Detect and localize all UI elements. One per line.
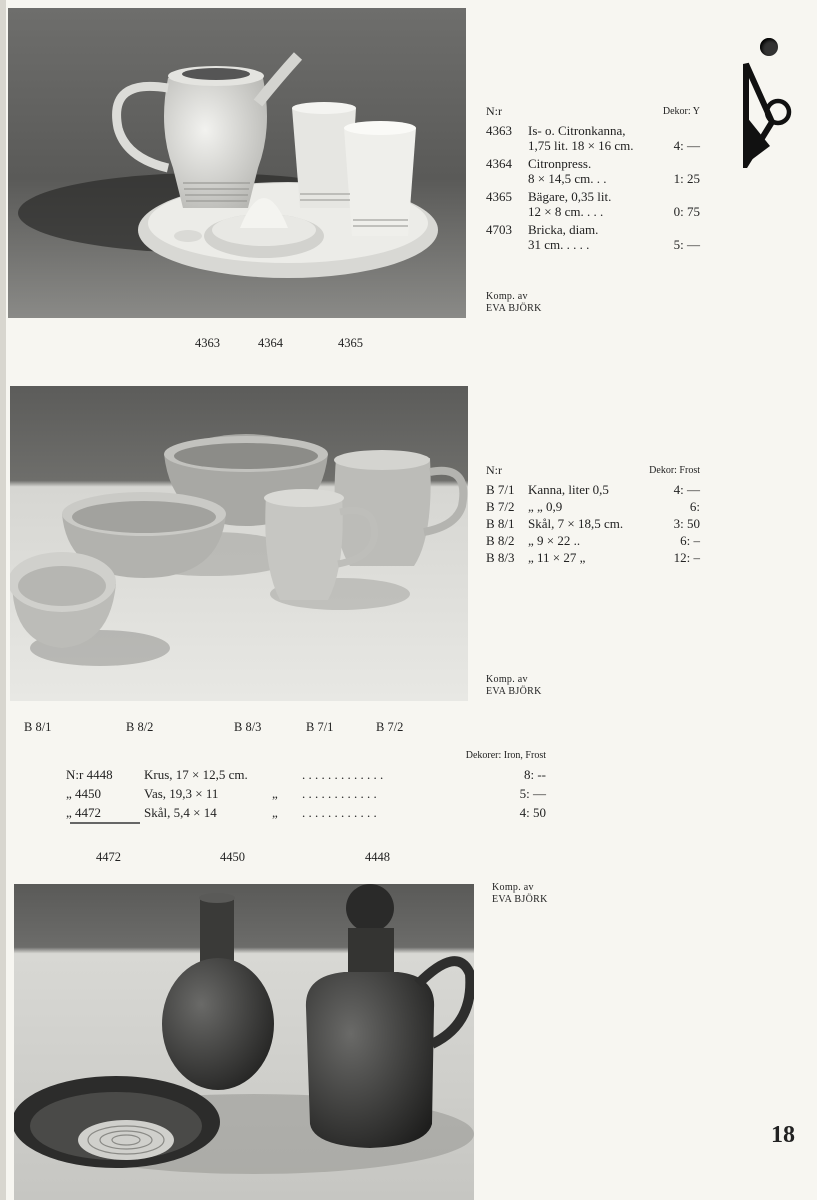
photo-caption: B 8/1 <box>24 720 52 734</box>
spec-list-section-1 <box>486 104 700 252</box>
item-nr: B 8/3 <box>486 550 515 565</box>
photo-lemonade-set <box>8 8 466 318</box>
nr-header: N:r <box>486 463 502 477</box>
item-ditto: „ <box>272 805 278 820</box>
item-desc: Krus, 17 × 12,5 cm. <box>144 767 248 782</box>
item-4703 <box>486 222 700 252</box>
item-desc: „ „ 0,9 <box>528 499 563 514</box>
page-edge <box>0 0 6 1200</box>
photo-caption: B 8/3 <box>234 720 262 734</box>
dekor-header: Dekor: Y <box>662 106 700 117</box>
bo-logo <box>742 60 798 168</box>
item-nr: „ 4450 <box>66 786 102 801</box>
photo-caption: 4365 <box>338 336 363 350</box>
designer-name: EVA BJÖRK <box>492 894 548 905</box>
photo-caption: B 7/1 <box>306 720 334 734</box>
underline-mark <box>70 822 140 824</box>
item-b8-2 <box>486 533 700 548</box>
item-desc: Vas, 19,3 × 11 <box>144 786 219 801</box>
item-line1: Bägare, 0,35 lit. <box>528 189 612 204</box>
item-price: 12: – <box>673 550 700 565</box>
photo-frost-bowls <box>10 386 468 701</box>
designer-credit-section-1 <box>486 291 542 315</box>
item-4364 <box>486 156 700 186</box>
nr-header: N:r <box>486 104 502 118</box>
photo-caption: B 7/2 <box>376 720 404 734</box>
item-dots: . . . . . . . . . . . . . <box>302 767 384 782</box>
dekor-header: Dekorer: Iron, Frost <box>465 750 546 761</box>
designer-credit-section-3 <box>492 882 548 906</box>
item-dots: . . . . . . . . . . . . <box>302 786 377 801</box>
designer-name: EVA BJÖRK <box>486 686 542 697</box>
item-price: 0: 75 <box>673 204 700 219</box>
photo-caption: 4364 <box>258 336 283 350</box>
komp-label: Komp. av <box>492 882 534 893</box>
item-nr: 4364 <box>486 156 512 171</box>
item-4363 <box>486 123 700 153</box>
binding-hole <box>760 38 778 56</box>
item-b7-1 <box>486 482 700 497</box>
item-nr: N:r 4448 <box>66 767 113 782</box>
item-nr: „ 4472 <box>66 805 102 820</box>
item-price: 1: 25 <box>673 171 700 186</box>
item-nr: B 7/1 <box>486 482 515 497</box>
item-line2: 8 × 14,5 cm. . . <box>528 171 607 186</box>
item-b8-3 <box>486 550 700 565</box>
item-b7-2 <box>486 499 700 514</box>
komp-label: Komp. av <box>486 291 528 302</box>
item-nr: B 8/1 <box>486 516 515 531</box>
item-4365 <box>486 189 700 219</box>
item-price: 6: <box>689 499 700 514</box>
item-price: 6: – <box>680 533 700 548</box>
designer-name: EVA BJÖRK <box>486 303 542 314</box>
item-nr: 4363 <box>486 123 512 138</box>
spec-list-section-3 <box>66 748 546 820</box>
item-nr: 4365 <box>486 189 512 204</box>
item-nr: B 8/2 <box>486 533 515 548</box>
designer-credit-section-2 <box>486 674 542 698</box>
page-number: 18 <box>771 1122 795 1148</box>
item-price: 3: 50 <box>673 516 700 531</box>
dekor-header: Dekor: Frost <box>649 465 700 476</box>
item-line1: Is- o. Citronkanna, <box>528 123 626 138</box>
item-desc: Skål, 7 × 18,5 cm. <box>528 516 624 531</box>
item-desc: „ 11 × 27 „ <box>528 550 586 565</box>
item-ditto: „ <box>272 786 278 801</box>
item-4450 <box>66 786 546 801</box>
item-price: 4: — <box>673 138 700 153</box>
spec-list-section-2 <box>486 463 700 565</box>
item-desc: Kanna, liter 0,5 <box>528 482 609 497</box>
item-price: 4: — <box>673 482 700 497</box>
item-price: 5: — <box>673 237 700 252</box>
photo-caption: 4450 <box>220 850 245 864</box>
item-4448 <box>66 767 546 782</box>
item-line1: Bricka, diam. <box>528 222 599 237</box>
item-price: 8: -- <box>523 767 546 782</box>
item-price: 4: 50 <box>519 805 546 820</box>
item-nr: 4703 <box>486 222 512 237</box>
photo-caption: 4363 <box>195 336 220 350</box>
item-nr: B 7/2 <box>486 499 515 514</box>
item-dots: . . . . . . . . . . . . <box>302 805 377 820</box>
item-line2: 1,75 lit. 18 × 16 cm. <box>528 138 634 153</box>
item-b8-1 <box>486 516 700 531</box>
item-desc: Skål, 5,4 × 14 <box>144 805 217 820</box>
item-line1: Citronpress. <box>528 156 592 171</box>
item-4472 <box>66 805 546 820</box>
item-price: 5: — <box>519 786 546 801</box>
komp-label: Komp. av <box>486 674 528 685</box>
photo-caption: B 8/2 <box>126 720 154 734</box>
item-line2: 31 cm. . . . . <box>528 237 590 252</box>
item-line2: 12 × 8 cm. . . . <box>528 204 604 219</box>
photo-caption: 4472 <box>96 850 121 864</box>
photo-caption: 4448 <box>365 850 390 864</box>
photo-iron-pottery <box>14 884 474 1200</box>
item-desc: „ 9 × 22 .. <box>528 533 581 548</box>
